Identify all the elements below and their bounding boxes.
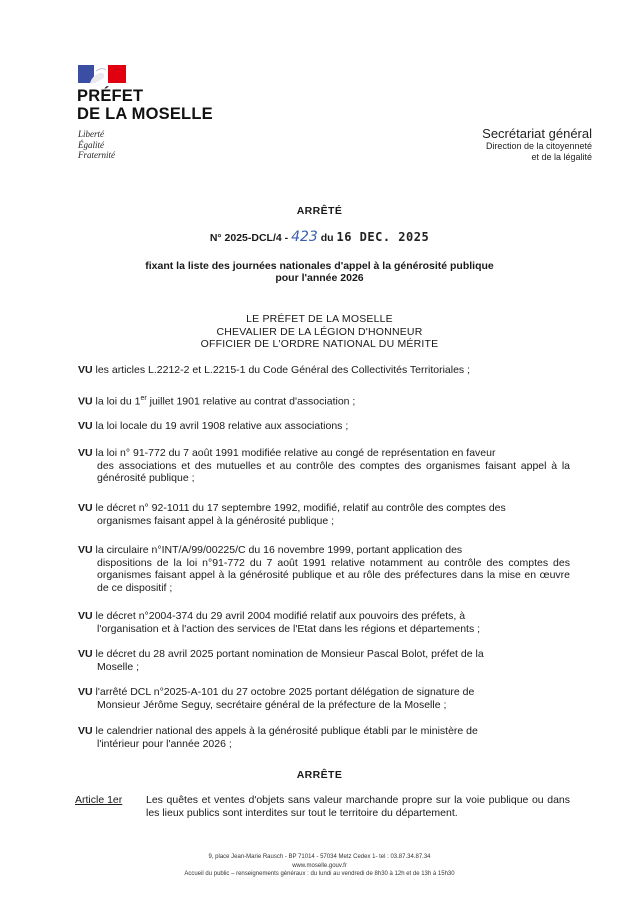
authority-line2: CHEVALIER DE LA LÉGION D'HONNEUR <box>216 325 423 338</box>
vu-lead: VU <box>78 648 93 660</box>
vu-clause <box>78 544 570 594</box>
date-separator: du <box>320 232 334 244</box>
vu-superscript: er <box>140 395 147 402</box>
prefecture-name-line1: PRÉFET <box>77 87 144 105</box>
service-line1: Direction de la citoyenneté <box>485 141 592 151</box>
motto-egalite: Égalité <box>78 139 104 150</box>
service-title: Secrétariat général <box>482 126 592 141</box>
vu-lead: VU <box>78 544 93 556</box>
handwritten-number: 423 <box>291 229 318 245</box>
vu-text: l'arrêté DCL n°2025-A-101 du 27 octobre 2025 portant délégation de signature de <box>92 686 475 698</box>
republic-motto <box>78 129 115 161</box>
motto-fraternite: Fraternité <box>78 150 115 160</box>
vu-lead: VU <box>78 395 93 408</box>
number-prefix: N° 2025-DCL/4 - <box>209 232 289 244</box>
prefecture-name-line2: DE LA MOSELLE <box>77 105 213 123</box>
vu-clause <box>78 447 570 485</box>
vu-lead: VU <box>78 447 93 459</box>
vu-clause <box>78 686 570 711</box>
vu-lead: VU <box>78 686 93 698</box>
vu-clause <box>78 393 570 408</box>
vu-clause <box>78 502 570 527</box>
vu-continuation: dispositions de la loi n°91-772 du 7 août 1991 relative notamment au contrôle des comptes des organismes faisant appel à la générosité publique et au rôle des préfectures dans la mise en œuvre de ce dispositif ; <box>97 556 570 594</box>
vu-lead: VU <box>78 610 93 622</box>
vu-text: la loi locale du 19 avril 1908 relative aux associations ; <box>92 420 349 432</box>
article-text: Les quêtes et ventes d'objets sans valeur marchande propre sur la voie publique ou dans les lieux publics sont interdites sur tout le territoire du département. <box>146 794 570 819</box>
footer-hours: Accueil du public – renseignements généraux : du lundi au vendredi de 8h30 à 12h et de 13h à 15h30 <box>184 871 455 877</box>
vu-text: la circulaire n°INT/A/99/00225/C du 16 novembre 1999, portant application des <box>92 544 463 556</box>
vu-clause <box>78 725 570 750</box>
vu-text: le calendrier national des appels à la générosité publique établi par le ministère de <box>92 725 478 737</box>
vu-continuation: organismes faisant appel à la générosité publique ; <box>97 514 334 527</box>
vu-continuation: Moselle ; <box>97 660 140 673</box>
footer-address: 9, place Jean-Marie Rausch - BP 71014 - 57034 Metz Cedex 1- tel : 03.87.34.87.34 <box>208 854 431 860</box>
vu-lead: VU <box>78 725 93 737</box>
vu-text: le décret du 28 avril 2025 portant nomination de Monsieur Pascal Bolot, préfet de la <box>92 648 484 660</box>
vu-continuation: l'organisation et à l'action des services de l'Etat dans les régions et départements ; <box>97 622 481 635</box>
object-line1: fixant la liste des journées nationales d'appel à la générosité publique <box>145 260 494 272</box>
vu-lead: VU <box>78 502 93 514</box>
vu-lead: VU <box>78 364 93 376</box>
service-line2: et de la légalité <box>531 152 592 162</box>
vu-clause <box>78 420 570 433</box>
vu-text: le décret n°2004-374 du 29 avril 2004 modifié relatif aux pouvoirs des préfets, à <box>92 610 466 622</box>
date-stamp: 16 DEC. 2025 <box>336 230 430 244</box>
authority-line1: LE PRÉFET DE LA MOSELLE <box>246 313 393 325</box>
decree-object <box>0 260 639 284</box>
vu-text: la loi n° 91-772 du 7 août 1991 modifiée relative au congé de représentation en faveur <box>92 447 496 459</box>
vu-continuation: des associations et des mutuelles et au contrôle des comptes des organismes faisant appel à la générosité publique ; <box>97 459 570 484</box>
decision-heading: ARRÊTE <box>296 769 343 781</box>
footer-website: www.moselle.gouv.fr <box>292 862 347 869</box>
vu-text: le décret n° 92-1011 du 17 septembre 1992, modifié, relatif au contrôle des comptes des <box>92 502 506 514</box>
decree-number <box>0 229 639 245</box>
authority-line3: OFFICIER DE L'ORDRE NATIONAL DU MÉRITE <box>200 338 439 350</box>
vu-clause <box>78 648 570 673</box>
marianne-logo-icon <box>78 65 126 83</box>
article-label: Article 1er <box>75 794 123 806</box>
vu-continuation: l'intérieur pour l'année 2026 ; <box>97 737 232 750</box>
article-1 <box>75 794 570 819</box>
vu-clause <box>78 364 570 377</box>
motto-liberte: Liberté <box>78 129 104 139</box>
document-heading: ARRÊTÉ <box>296 205 343 217</box>
vu-text: la loi du 1 <box>92 395 141 408</box>
authority-block <box>0 313 639 351</box>
vu-clause <box>78 610 570 635</box>
page-footer <box>0 853 639 879</box>
prefecture-name <box>77 87 213 123</box>
vu-text: juillet 1901 relative au contrat d'association ; <box>146 395 356 408</box>
vu-continuation: Monsieur Jérôme Seguy, secrétaire général de la préfecture de la Moselle ; <box>97 698 447 711</box>
vu-lead: VU <box>78 420 93 432</box>
issuing-service <box>482 126 592 163</box>
object-line2: pour l'année 2026 <box>275 272 364 284</box>
vu-text: les articles L.2212-2 et L.2215-1 du Code Général des Collectivités Territoriales ; <box>92 364 471 376</box>
